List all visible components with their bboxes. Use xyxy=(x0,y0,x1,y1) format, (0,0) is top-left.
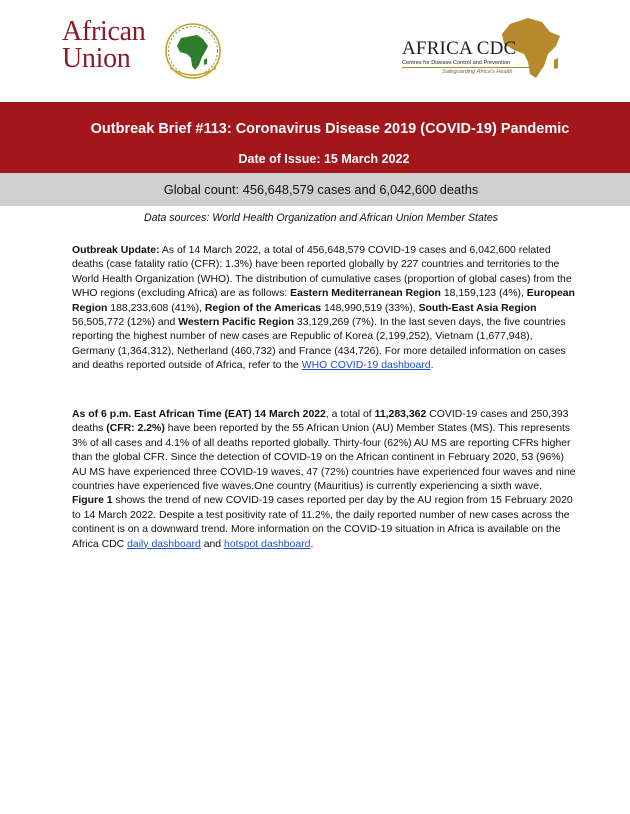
issue-date: Date of Issue: 15 March 2022 xyxy=(238,152,410,166)
outbreak-update-label: Outbreak Update: xyxy=(72,245,160,256)
data-sources: Data sources: World Health Organization and African Union Member States xyxy=(143,212,499,224)
cdc-divider xyxy=(402,67,530,68)
hotspot-dashboard-link[interactable]: hotspot dashboard xyxy=(224,538,311,550)
document-header xyxy=(0,0,630,102)
cdc-title: AFRICA CDC xyxy=(402,38,517,59)
title-banner xyxy=(0,102,630,173)
cdc-subtitle: Centres for Disease Control and Prevention xyxy=(402,60,511,66)
outbreak-update-paragraph: Outbreak Update: As of 14 March 2022, a total of 456,648,579 COVID-19 cases and 6,042,600 related deaths (case fatality ratio (CFR): 1.3%) have been reported globally by 227 countries and territories to the World Health Organization (WHO). The distribution of cumulative cases (proportion of global cases) from the WHO regions (excluding Africa) are as follows: Eastern Mediterranean Region 18,159,123 (4%), European Region 188,233,608 (41%), Region of the Americas 148,990,519 (33%), South-East Asia Region 56,505,772 (12%) and Western Pacific Region 33,129,269 (7%). In the last seven days, the five countries reporting the highest number of new cases are Republic of Korea (2,199,252), Vietnam (1,677,948), Germany (1,364,312), Netherland (460,732) and France (434,726). For more detailed information on cases and deaths reported outside of Africa, refer to the WHO COVID-19 dashboard. xyxy=(72,245,575,372)
africa-situation-paragraph: As of 6 p.m. East African Time (EAT) 14 March 2022, a total of 11,283,362 COVID-19 cases and 250,393 deaths (CFR: 2.2%) have been reported by the 55 African Union (AU) Member States (MS). This represents 3% of all cases and 4.1% of all deaths reported globally. Thirty-four (62%) AU MS are reporting CFRs higher than the global CFR. Since the detection of COVID-19 on the African continent in February 2020, 53 (96%) AU MS have experienced three COVID-19 waves, 47 (72%) countries have experienced four waves and nine countries have experienced five waves.One country (Mauritius) is currently experiencing a sixth wave. Figure 1 shows the trend of new COVID-19 cases reported per day by the AU region from 15 February 2020 to 14 March 2022. Despite a test positivity rate of 11.2%, the daily reported number of new cases across the continent is on a downward trend. More information on the COVID-19 situation in Africa is available on the Africa CDC daily dashboard and hotspot dashboard. xyxy=(72,409,576,550)
au-logo-text: African Union xyxy=(62,16,146,74)
africa-globe-icon xyxy=(164,22,222,80)
daily-dashboard-link[interactable]: daily dashboard xyxy=(127,538,201,550)
africa-cdc-logo xyxy=(398,14,568,84)
brief-title: Outbreak Brief #113: Coronavirus Disease 2019 (COVID-19) Pandemic xyxy=(90,121,570,137)
global-count-bar: Global count: 456,648,579 cases and 6,042,600 deaths xyxy=(0,173,630,206)
cdc-tagline: Safeguarding Africa's Health xyxy=(442,69,513,75)
african-union-logo xyxy=(62,18,222,84)
who-dashboard-link[interactable]: WHO COVID-19 dashboard xyxy=(301,360,431,372)
